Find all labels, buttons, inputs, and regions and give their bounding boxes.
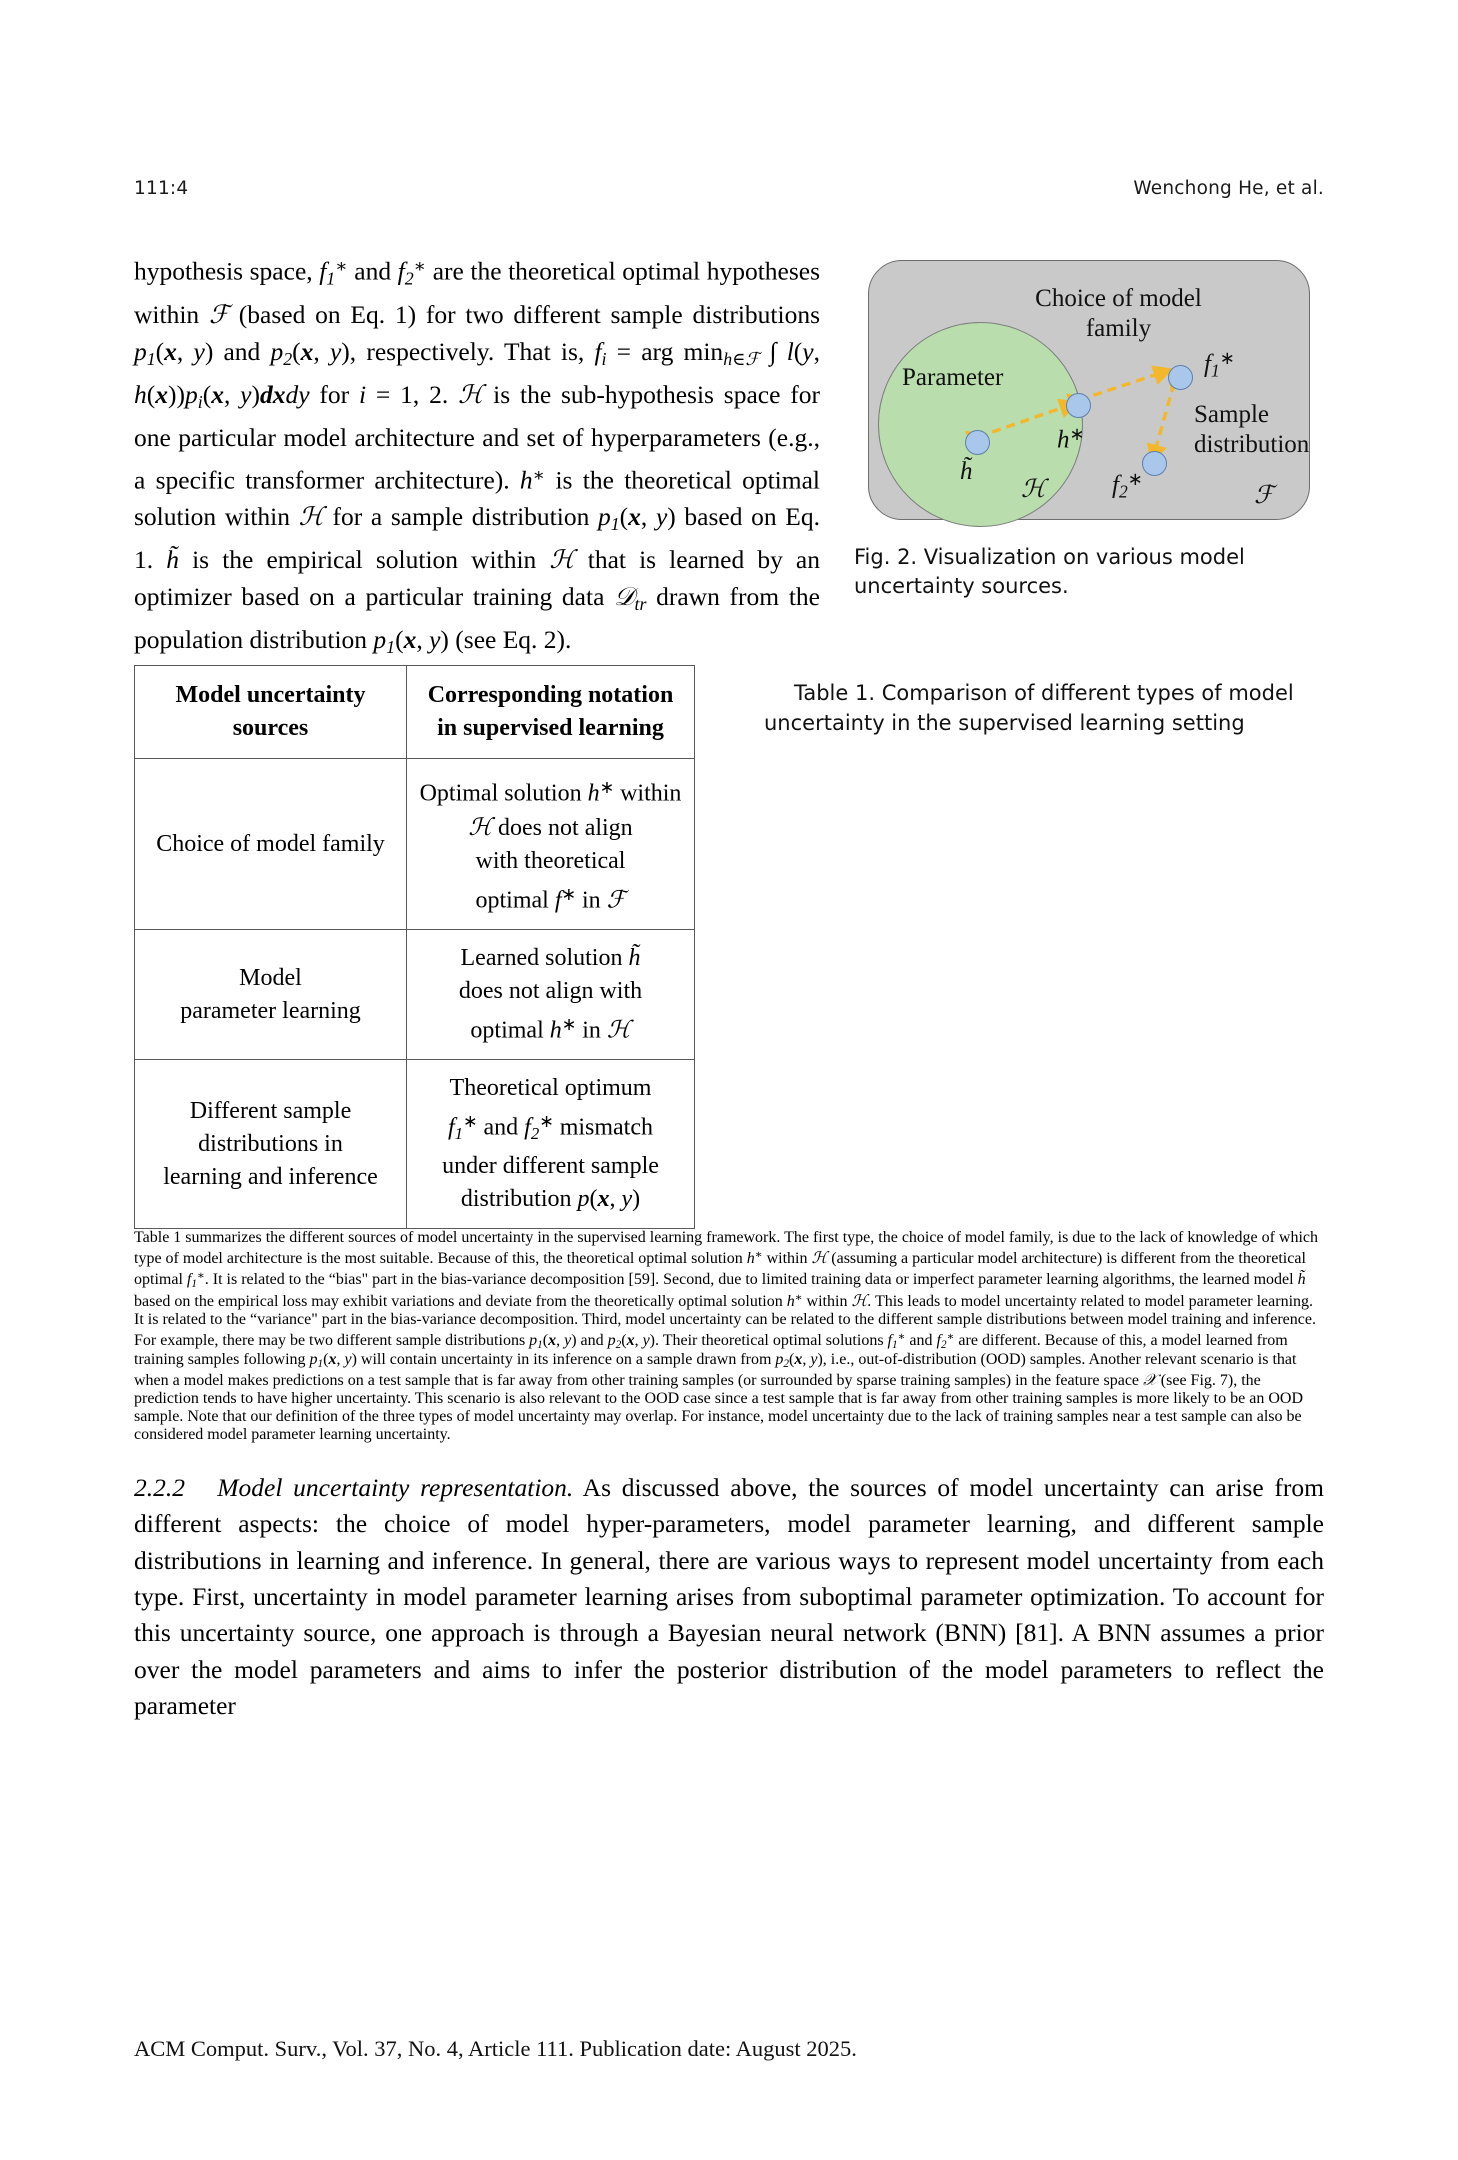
cell-source-model-parameter-learning: Model parameter learning [135,929,407,1059]
label-sample-distribution: Sample distribution [1194,401,1310,458]
page-content: Choice of model family Parameter Sample distribution h∗ h̃ $f_1^∗$ $f_2^∗$ ℋ ℱ Fig. 2. Visualization on various model uncertainty sources. hypothesis space, $f_1^∗$ and $f_2^∗$ are the theoretical optimal hypotheses within ℱ (based on Eq. 1) for two different sample distributions $p_1(x$, y) and $p_2(x$, y), respectively. That is, $f_i$ = arg $\min_{h\in ℱ}$ ∫ l(y, $h(x))p_i(x$, y)dxdy for i = 1, 2. ℋ is the sub-hypothesis space for one particular model architecture and set of hyperparameters (e.g., a specific transformer architecture). h∗ is the theoretical optimal solution within ℋ for a sample distribution $p_1(x$, y) based on Eq. 1. h̃ is the empirical solution within ℋ that is learned by an optimizer based on a particular training data 𝒟$_{tr}$ drawn from the population distribution $p_1(x$, y) (see Eq. 2). Table 1. Comparison of different types of model uncertainty in the supervised learning setting Model uncertainty sources Corresponding notation in supervised learning Choice of model family Optimal solution h∗ within ℋ does not align with theoretical optimal f∗ in ℱ Model parameter learning Learned solution h̃ does not align with optimal h∗ in ℋ Different sample distributions in learning and inference Theoretical optimum $f_1^∗$ and $f_2^∗$ mismatch under different sample distribution p(x, y) Table 1 summarizes the different sources of model uncertainty in the supervised learning framework. The first type, the choice of model family, is due to the lack of knowledge of which type of model architecture is the most suitable. Because of this, the theoretical optimal solution h∗ within ℋ (assuming a particular model architecture) is different from the theoretical optimal $f_1^∗$. It is related to the “bias" part in the bias-variance decomposition [59]. Second, due to limited training data or imperfect parameter learning algorithms, the learned model h̃ based on the empirical loss may exhibit variations and deviate from the theoretically optimal solution h∗ within ℋ. This leads to model uncertainty related to model parameter learning. It is related to the “variance" part in the bias-variance decomposition. Third, model uncertainty can be related to the different sample distributions between model training and inference. For example, there may be two different sample distributions $p_1(x$, y) and $p_2(x$, y). Their theoretical optimal solutions $f_1^∗$ and $f_2^∗$ are different. Because of this, a model learned from training samples following $p_1(x$, y) will contain uncertainty in its inference on a sample drawn from $p_2(x$, y), i.e., out-of-distribution (OOD) samples. Another relevant scenario is that when a model makes predictions on a test sample that is far away from other training samples (or surrounded by sparse training samples) in the feature space 𝒳 (see Fig. 7), the prediction tends to have higher uncertainty. This scenario is also relevant to the OOD case since a test sample that is far away from other training samples is more likely to be an OOD sample. Note that our definition of the three types of model uncertainty may overlap. For instance, model uncertainty due to the lack of training samples near a test sample can also be considered model parameter learning uncertainty. 2.2.2 Model uncertainty representation. As discussed above, the sources of model uncertainty can arise from different aspects: the choice of model hyper-parameters, model parameter learning, and different sample distributions in learning and inference. In general, there are various ways to represent model uncertainty from each type. First, uncertainty in model parameter learning arises from suboptimal parameter optimization. To account for this uncertainty source, one approach is through a Bayesian neural network (BNN) [81]. A BNN assumes a prior over the model parameters and aims to infer the posterior distribution of the model parameters to reflect the parameter [134,248,1324,1725]
label-script-F: ℱ [1254,480,1274,509]
section-title: Model uncertainty representation. [217,1472,574,1502]
section-number: 2.2.2 [134,1472,185,1502]
cell-notation-choice-of-model-family: Optimal solution h∗ within ℋ does not align with theoretical optimal f∗ in ℱ [407,759,695,930]
label-f1-star: $f_1^∗$ [1204,348,1235,381]
cell-source-choice-of-model-family: Choice of model family [135,759,407,930]
label-parameter: Parameter [902,364,1004,391]
table-row [135,1060,695,1229]
table-header-row [135,666,695,759]
page-folio: 111:4 [134,178,189,199]
label-h-tilde: h̃ [960,458,973,485]
table-1 [134,665,695,1229]
node-h-star [1066,393,1091,418]
figure-2-caption: Fig. 2. Visualization on various model uncertainty sources. [854,545,1245,598]
figure-2-graphic [854,252,1324,527]
label-h-star: h∗ [1057,424,1085,454]
label-script-H: ℋ [1021,474,1046,503]
col-header-notation: Corresponding notation in supervised learning [407,666,695,759]
table-row [135,759,695,930]
running-head [134,176,1324,202]
paragraph-hypothesis-space: hypothesis space, $f_1^∗$ and $f_2^∗$ are the theoretical optimal hypotheses within ℱ (based on Eq. 1) for two different sample distributions $p_1(x$, y) and $p_2(x$, y), respectively. That is, $f_i$ = arg $\min_{h\in ℱ}$ ∫ l(y, $h(x))p_i(x$, y)dxdy for i = 1, 2. ℋ is the sub-hypothesis space for one particular model architecture and set of hyperparameters (e.g., a specific transformer architecture). h∗ is the theoretical optimal solution within ℋ for a sample distribution $p_1(x$, y) based on Eq. 1. h̃ is the empirical solution within ℋ that is learned by an optimizer based on a particular training data 𝒟$_{tr}$ drawn from the population distribution $p_1(x$, y) (see Eq. 2). [134,256,821,657]
table-1-caption: Table 1. Comparison of different types of model uncertainty in the supervised learning setting [764,681,1294,735]
col-header-sources: Model uncertainty sources [135,666,407,759]
cell-notation-model-parameter-learning: Learned solution h̃ does not align with optimal h∗ in ℋ [407,929,695,1059]
node-f1-star [1168,365,1193,390]
node-f2-star [1142,451,1167,476]
label-f2-star: $f_2^∗$ [1112,469,1143,502]
table-row [135,929,695,1059]
table-1-float [764,679,1324,760]
label-choice-of-model-family: Choice of model family [1035,285,1202,342]
running-authors: Wenchong He, et al. [1133,178,1324,199]
cell-source-different-sample-distributions: Different sample distributions in learning and inference [135,1060,407,1229]
figure-2-float [854,252,1324,601]
paragraph-section-2-2-2: 2.2.2 Model uncertainty representation. As discussed above, the sources of model uncertainty can arise from different aspects: the choice of model hyper-parameters, model parameter learning, and different sample distributions in learning and inference. In general, there are various ways to represent model uncertainty from each type. First, uncertainty in model parameter learning arises from suboptimal parameter optimization. To account for this uncertainty source, one approach is through a Bayesian neural network (BNN) [81]. A BNN assumes a prior over the model parameters and aims to infer the posterior distribution of the model parameters to reflect the parameter [134,1472,1324,1721]
page-footer: ACM Comput. Surv., Vol. 37, No. 4, Article 111. Publication date: August 2025. [134,2036,857,2061]
node-h-tilde [965,430,990,455]
cell-notation-different-sample-distributions: Theoretical optimum $f_1^∗$ and $f_2^∗$ mismatch under different sample distribution p(x, y) [407,1060,695,1229]
